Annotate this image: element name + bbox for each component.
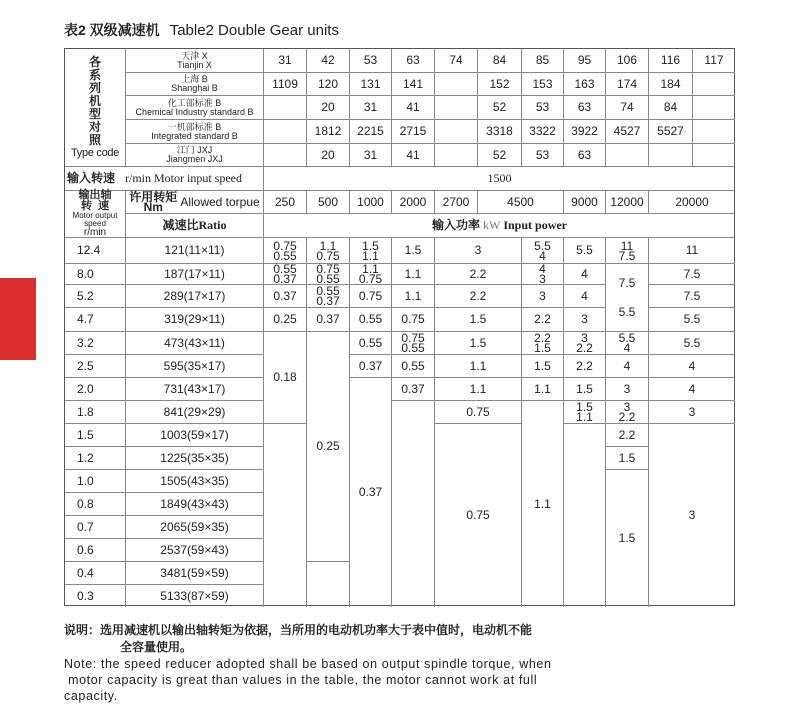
output-speed-cell: 0.8: [65, 492, 125, 515]
power-value: 1.5: [469, 335, 487, 350]
ratio-cell: 5133(87×59): [125, 584, 263, 607]
type-code-value: 31: [349, 143, 391, 166]
type-code-value: 63: [563, 95, 605, 119]
power-value: 7.5: [683, 288, 701, 303]
output-speed-cell: 8.0: [65, 263, 125, 284]
power-value: 3: [623, 400, 631, 414]
power-value: 4: [581, 288, 588, 303]
ratio-cell: 187(17×11): [125, 263, 263, 284]
type-code-value: 53: [521, 95, 563, 119]
power-cell: [605, 237, 648, 263]
type-code-value: 116: [648, 49, 692, 72]
power-cell: [648, 331, 735, 354]
power-cell: [349, 331, 391, 354]
power-value: 7.5: [683, 266, 701, 281]
table-title: [64, 20, 339, 40]
power-cell: [434, 423, 521, 607]
side-char: 各: [88, 55, 101, 69]
ratio-cell: 2065(59×35): [125, 515, 263, 538]
series-jiangmen: 江门 JXJ Jiangmen JXJ: [125, 143, 263, 166]
type-code-value: 31: [349, 95, 391, 119]
output-speed-cell: 2.0: [65, 377, 125, 400]
power-value: 0.75: [401, 312, 425, 326]
power-value: 0.55: [358, 335, 383, 350]
note-en-line3: capacity.: [64, 689, 118, 703]
power-cell: [521, 400, 563, 607]
power-value: 2.2: [618, 410, 636, 424]
power-value: 2.2: [576, 341, 593, 355]
power-cell: [391, 400, 434, 607]
type-code-value: 2715: [391, 119, 434, 143]
power-value: 1.5: [576, 381, 593, 396]
power-value: 3: [539, 288, 546, 303]
power-cell: [263, 307, 306, 331]
power-cell: [434, 354, 521, 377]
type-code-value: 141: [391, 72, 434, 95]
type-code-value: 153: [521, 72, 563, 95]
ratio-cell: 2537(59×43): [125, 538, 263, 561]
power-cell: [563, 423, 605, 607]
type-code-value: 52: [477, 95, 521, 119]
power-cell: [648, 307, 735, 331]
power-value: 0.75: [466, 508, 490, 522]
power-cell: [563, 354, 605, 377]
input-power-label: 输入功率 kW Input power: [263, 213, 735, 237]
power-value: 3: [688, 508, 696, 522]
power-cell: [563, 237, 605, 263]
power-value: 0.75: [358, 288, 383, 303]
power-cell: [648, 423, 735, 607]
type-code-value: 120: [306, 72, 349, 95]
type-code-value: 53: [349, 49, 391, 72]
power-cell: [391, 354, 434, 377]
power-cell: [605, 423, 648, 446]
output-speed-cell: 4.7: [65, 307, 125, 331]
power-value: 1.1: [469, 358, 487, 373]
type-code-value: [263, 119, 306, 143]
output-speed-cell: 1.8: [65, 400, 125, 423]
power-cell: [563, 377, 605, 400]
output-speed-cell: 0.4: [65, 561, 125, 584]
type-code-value: 52: [477, 143, 521, 166]
power-value: 0.37: [273, 272, 297, 286]
power-value: 3: [474, 243, 482, 257]
type-code-value: [263, 95, 306, 119]
power-value: 0.75: [401, 331, 425, 345]
type-code-value: 84: [477, 49, 521, 72]
power-cell: [521, 263, 563, 284]
power-value: 1.1: [404, 288, 422, 303]
power-value: 1.5: [576, 400, 593, 414]
power-cell: [605, 469, 648, 607]
power-cell: [349, 307, 391, 331]
type-code-value: [605, 143, 648, 166]
type-code-value: 20: [306, 143, 349, 166]
torque-value: 2000: [391, 190, 434, 213]
output-speed-cell: 1.0: [65, 469, 125, 492]
type-code-value: 20: [306, 95, 349, 119]
power-cell: [434, 307, 521, 331]
type-code-value: 63: [391, 49, 434, 72]
power-value: 1.5: [534, 341, 551, 355]
type-code-value: 2215: [349, 119, 391, 143]
ratio-cell: 731(43×17): [125, 377, 263, 400]
power-value: 1.1: [404, 266, 422, 281]
side-char: 列: [88, 81, 101, 95]
power-cell: [391, 331, 434, 354]
power-value: 5.5: [683, 312, 701, 326]
output-speed-cell: 2.5: [65, 354, 125, 377]
power-value: 0.25: [273, 312, 297, 326]
side-decor-bar: [0, 278, 36, 360]
power-cell: [391, 307, 434, 331]
table-title-en: Table2 Double Gear units: [169, 22, 339, 39]
power-cell: [521, 307, 563, 331]
power-value: 4: [581, 266, 588, 281]
type-code-value: 4527: [605, 119, 648, 143]
type-code-value: 41: [391, 95, 434, 119]
power-value: 5.5: [683, 335, 701, 350]
power-value: 1.5: [362, 238, 379, 253]
output-speed-cell: 3.2: [65, 331, 125, 354]
side-char: 系: [88, 68, 101, 82]
power-value: 3: [688, 404, 696, 419]
power-value: 0.37: [273, 288, 297, 303]
power-value: 0.75: [358, 272, 383, 286]
type-code-value: [648, 143, 692, 166]
power-value: 4: [623, 358, 631, 373]
output-speed-cell: 1.2: [65, 446, 125, 469]
type-code-value: 31: [263, 49, 306, 72]
power-value: 5.5: [618, 331, 636, 345]
type-code-value: [434, 119, 477, 143]
type-code-value: 74: [434, 49, 477, 72]
type-code-value: 184: [648, 72, 692, 95]
note-cn-line1: 说明：选用减速机以输出轴转矩为依据，当所用的电动机功率大于表中值时，电动机不能: [64, 623, 533, 637]
power-value: 1.1: [362, 248, 379, 263]
series-chemical: 化工部标准 B Chemical Industry standard B: [125, 95, 263, 119]
ratio-cell: 1003(59×17): [125, 423, 263, 446]
ratio-cell: 1505(43×35): [125, 469, 263, 492]
ratio-cell: 289(17×17): [125, 284, 263, 307]
power-cell: [648, 237, 735, 263]
type-code-value: 3322: [521, 119, 563, 143]
ratio-cell: 3481(59×59): [125, 561, 263, 584]
type-code-value: 163: [563, 72, 605, 95]
power-value: 0.37: [401, 381, 425, 396]
power-value: 2.2: [534, 331, 551, 345]
power-cell: [306, 307, 349, 331]
power-value: 7.5: [618, 248, 636, 263]
power-value: 7.5: [618, 275, 636, 290]
power-value: 0.55: [316, 272, 340, 286]
series-shanghai: 上海 B Shanghai B: [125, 72, 263, 95]
type-code-value: 174: [605, 72, 648, 95]
ratio-cell: 1849(43×43): [125, 492, 263, 515]
power-cell: [521, 377, 563, 400]
side-char: 机: [88, 94, 101, 108]
power-cell: [605, 377, 648, 400]
power-value: 5.5: [534, 238, 551, 253]
power-value: 0.55: [358, 312, 383, 326]
power-value: 4: [688, 381, 696, 396]
type-code-value: [692, 95, 735, 119]
power-value: 1.5: [404, 243, 422, 257]
type-code-value: 1812: [306, 119, 349, 143]
power-cell: [434, 284, 521, 307]
power-cell: [263, 263, 306, 284]
power-cell: [306, 263, 349, 284]
series-tianjin: 天津 X Tianjin X: [125, 49, 263, 72]
power-value: 1.5: [534, 358, 551, 373]
power-value: 0.55: [273, 262, 297, 276]
power-value: 0.37: [358, 358, 383, 373]
power-cell: [521, 237, 563, 263]
power-cell: [391, 263, 434, 284]
power-value: 1.1: [534, 496, 551, 511]
side-char: 对: [88, 120, 101, 134]
power-cell: [263, 423, 306, 607]
power-cell: [349, 237, 391, 263]
torque-value: 4500: [477, 190, 563, 213]
ratio-cell: 319(29×11): [125, 307, 263, 331]
power-cell: [563, 400, 605, 423]
power-value: 0.75: [316, 262, 340, 276]
ratio-cell: 595(35×17): [125, 354, 263, 377]
power-cell: [349, 263, 391, 284]
power-value: 1.1: [469, 381, 487, 396]
torque-value: 20000: [648, 190, 735, 213]
power-value: 1.1: [576, 410, 593, 424]
power-cell: [391, 237, 434, 263]
power-cell: [521, 354, 563, 377]
type-code-value: 74: [605, 95, 648, 119]
output-speed-cell: 0.6: [65, 538, 125, 561]
power-cell: [306, 561, 349, 607]
type-code-value: 1109: [263, 72, 306, 95]
torque-value: 250: [263, 190, 306, 213]
type-code-value: [434, 95, 477, 119]
power-value: 1.5: [469, 312, 487, 326]
power-cell: [263, 237, 306, 263]
power-value: 1.5: [618, 531, 636, 545]
power-value: 0.75: [466, 404, 490, 419]
power-cell: [563, 284, 605, 307]
power-value: 11: [685, 243, 699, 257]
ratio-cell: 473(43×11): [125, 331, 263, 354]
type-code-side-label: [65, 49, 125, 166]
torque-value: 12000: [605, 190, 648, 213]
power-cell: [648, 354, 735, 377]
output-speed-cell: 5.2: [65, 284, 125, 307]
power-cell: [434, 377, 521, 400]
power-value: 0.75: [316, 248, 340, 263]
type-code-value: 42: [306, 49, 349, 72]
note-en-line1: Note: the speed reducer adopted shall be based on output spindle torque, when: [64, 657, 552, 671]
power-value: 0.55: [316, 284, 340, 298]
power-value: 4: [623, 341, 631, 355]
power-value: 4: [539, 262, 546, 276]
type-code-value: 131: [349, 72, 391, 95]
power-value: 0.18: [273, 370, 297, 384]
note-cn-line2: 全容量使用。: [120, 640, 193, 654]
power-value: 3: [539, 272, 546, 286]
power-cell: [434, 263, 521, 284]
motor-input-label: 输入转速 r/min Motor input speed: [65, 166, 263, 190]
ratio-cell: 121(11×11): [125, 237, 263, 263]
power-cell: [263, 284, 306, 307]
power-cell: [306, 331, 349, 561]
type-code-value: 3922: [563, 119, 605, 143]
type-code-value: 152: [477, 72, 521, 95]
power-cell: [349, 354, 391, 377]
power-value: 1.1: [534, 381, 551, 396]
power-cell: [648, 377, 735, 400]
power-value: 3: [623, 381, 631, 396]
side-char: 照: [88, 133, 101, 147]
type-code-value: 85: [521, 49, 563, 72]
torque-value: 500: [306, 190, 349, 213]
ratio-cell: 1225(35×35): [125, 446, 263, 469]
power-value: 0.55: [401, 358, 425, 373]
note-block: [64, 622, 744, 704]
ratio-cell: 841(29×29): [125, 400, 263, 423]
type-code-value: [692, 143, 735, 166]
type-code-value: 3318: [477, 119, 521, 143]
type-code-value: 63: [563, 143, 605, 166]
gear-units-table: [64, 48, 735, 606]
torque-value: 1000: [349, 190, 391, 213]
power-cell: [605, 331, 648, 354]
note-en-line2: motor capacity is great than values in the table, the motor cannot work at full: [64, 673, 538, 687]
output-speed-cell: 0.7: [65, 515, 125, 538]
power-cell: [648, 400, 735, 423]
power-cell: [349, 377, 391, 607]
type-code-value: 5527: [648, 119, 692, 143]
power-cell: [563, 263, 605, 284]
power-cell: [434, 331, 521, 354]
type-code-value: 53: [521, 143, 563, 166]
power-value: 3: [581, 312, 588, 326]
table-title-cn: 表2 双级减速机: [64, 22, 160, 38]
type-code-value: 84: [648, 95, 692, 119]
power-cell: [263, 331, 306, 423]
power-value: 3: [581, 331, 588, 345]
power-value: 2.2: [469, 266, 487, 281]
power-value: 0.25: [316, 439, 340, 453]
power-value: 2.2: [576, 358, 593, 373]
power-cell: [563, 331, 605, 354]
power-value: 0.37: [316, 312, 340, 326]
power-cell: [605, 263, 648, 331]
power-value: 11: [620, 238, 634, 253]
type-code-value: 117: [692, 49, 735, 72]
output-speed-label: 输出轴 转 速 Motor output speed r/min: [65, 190, 125, 237]
torque-value: 9000: [563, 190, 605, 213]
power-value: 0.55: [401, 341, 425, 355]
power-value: 0.37: [316, 294, 340, 308]
power-cell: [306, 237, 349, 263]
power-cell: [349, 284, 391, 307]
power-cell: [605, 446, 648, 469]
power-cell: [521, 331, 563, 354]
power-value: 1.1: [319, 238, 337, 253]
type-code-value: 95: [563, 49, 605, 72]
type-code-value: [692, 119, 735, 143]
torque-label: 许用转矩 Nm Allowed torpue: [125, 190, 263, 213]
output-speed-cell: 12.4: [65, 237, 125, 263]
power-value: 0.37: [358, 485, 383, 499]
power-cell: [563, 307, 605, 331]
power-cell: [434, 400, 521, 423]
power-value: 2.2: [618, 427, 636, 442]
power-cell: [605, 400, 648, 423]
type-code-value: [434, 72, 477, 95]
power-cell: [391, 284, 434, 307]
output-speed-cell: 1.5: [65, 423, 125, 446]
power-value: 4: [539, 248, 546, 263]
type-code-value: 41: [391, 143, 434, 166]
power-value: 5.5: [576, 243, 593, 257]
power-value: 5.5: [618, 304, 636, 319]
power-value: 1.5: [618, 450, 636, 465]
type-code-value: [434, 143, 477, 166]
side-char: 型: [88, 107, 101, 121]
power-cell: [648, 263, 735, 284]
power-value: 2.2: [469, 288, 487, 303]
power-cell: [521, 284, 563, 307]
ratio-label: 减速比Ratio: [125, 213, 263, 237]
motor-input-speed-value: 1500: [263, 166, 735, 190]
power-cell: [605, 354, 648, 377]
output-speed-cell: 0.3: [65, 584, 125, 607]
type-code-label: Type code: [70, 147, 120, 159]
power-value: 1.1: [362, 262, 379, 276]
power-cell: [648, 284, 735, 307]
power-value: 2.2: [534, 312, 551, 326]
type-code-value: [692, 72, 735, 95]
power-value: 4: [688, 358, 696, 373]
series-integrated: 一机部标准 B Integrated standard B: [125, 119, 263, 143]
power-cell: [434, 237, 521, 263]
power-cell: [391, 377, 434, 400]
type-code-value: 106: [605, 49, 648, 72]
power-value: 0.75: [273, 238, 297, 253]
type-code-value: [263, 143, 306, 166]
power-cell: [306, 284, 349, 307]
torque-value: 2700: [434, 190, 477, 213]
power-value: 0.55: [273, 248, 297, 263]
